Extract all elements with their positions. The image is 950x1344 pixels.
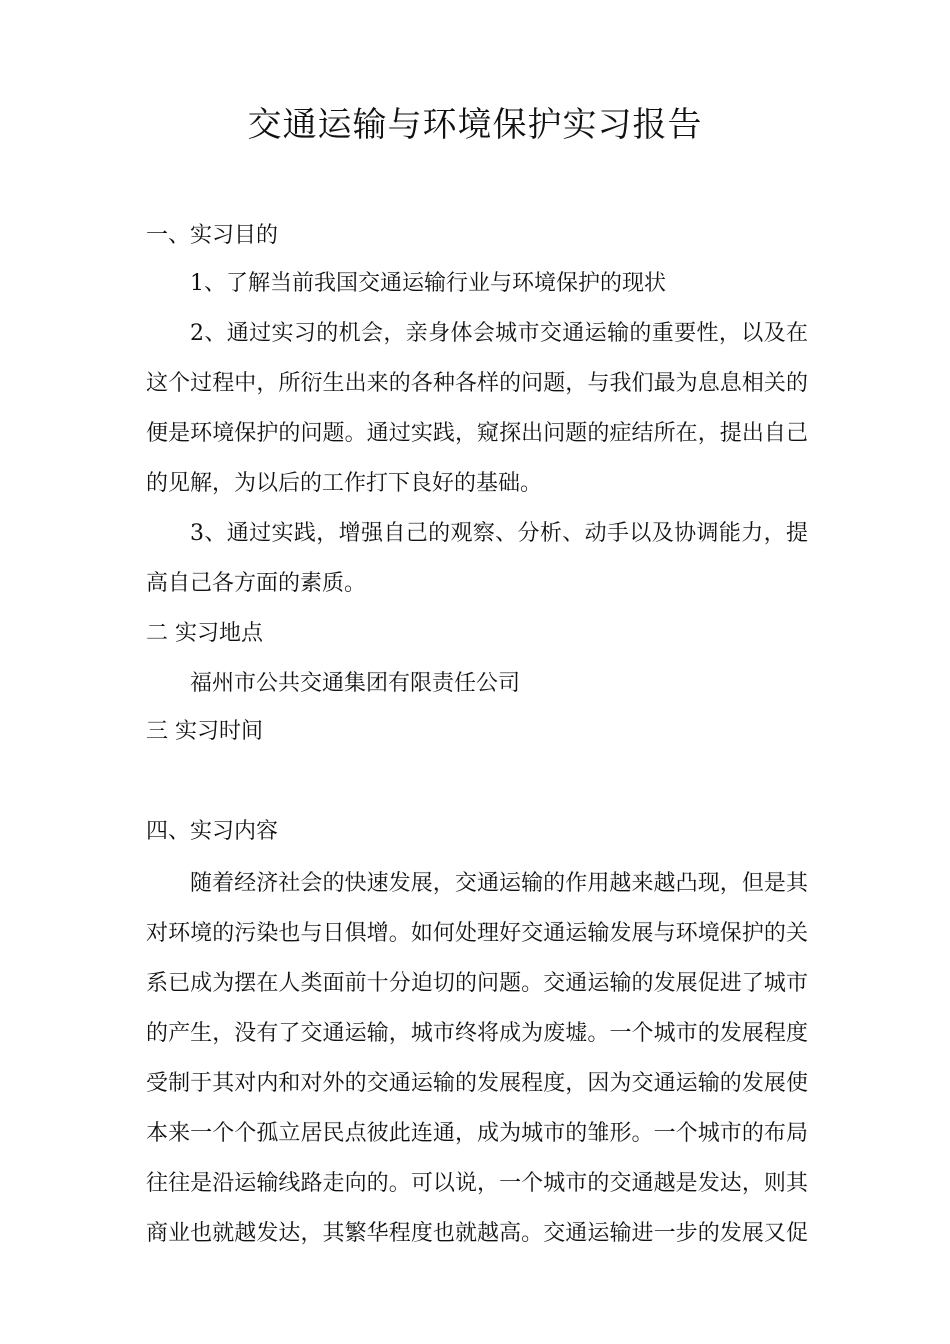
- document-title: 交通运输与环境保护实习报告: [247, 105, 703, 145]
- section-heading-location: 二 实习地点: [146, 621, 263, 646]
- content-line-5: 受制于其对内和对外的交通运输的发展程度，因为交通运输的发展使: [146, 1071, 808, 1096]
- content-line-7: 往往是沿运输线路走向的。可以说，一个城市的交通越是发达，则其: [146, 1171, 808, 1196]
- content-line-1: 随着经济社会的快速发展，交通运输的作用越来越凸现，但是其: [190, 871, 808, 896]
- content-line-2: 对环境的污染也与日俱增。如何处理好交通运输发展与环境保护的关: [146, 921, 808, 946]
- purpose-item-3-line-2: 高自己各方面的素质。: [146, 571, 367, 596]
- purpose-item-3-line-1: 3、通过实践，增强自己的观察、分析、动手以及协调能力，提: [190, 521, 808, 546]
- purpose-item-1: 1、了解当前我国交通运输行业与环境保护的现状: [190, 271, 666, 296]
- purpose-item-2-line-1: 2、通过实习的机会，亲身体会城市交通运输的重要性，以及在: [190, 321, 808, 346]
- content-line-3: 系已成为摆在人类面前十分迫切的问题。交通运输的发展促进了城市: [146, 971, 808, 996]
- purpose-item-2-line-4: 的见解，为以后的工作打下良好的基础。: [146, 471, 543, 496]
- section-heading-purpose: 一、实习目的: [146, 223, 279, 248]
- purpose-item-2-line-3: 便是环境保护的问题。通过实践，窥探出问题的症结所在，提出自己: [146, 421, 808, 446]
- content-line-8: 商业也就越发达，其繁华程度也就越高。交通运输进一步的发展又促: [146, 1221, 808, 1246]
- content-line-4: 的产生，没有了交通运输，城市终将成为废墟。一个城市的发展程度: [146, 1021, 808, 1046]
- purpose-item-2-line-2: 这个过程中，所衍生出来的各种各样的问题，与我们最为息息相关的: [146, 371, 808, 396]
- location-text: 福州市公共交通集团有限责任公司: [190, 671, 521, 696]
- section-heading-content: 四、实习内容: [146, 819, 279, 844]
- content-line-6: 本来一个个孤立居民点彼此连通，成为城市的雏形。一个城市的布局: [146, 1121, 808, 1146]
- section-heading-time: 三 实习时间: [146, 719, 263, 744]
